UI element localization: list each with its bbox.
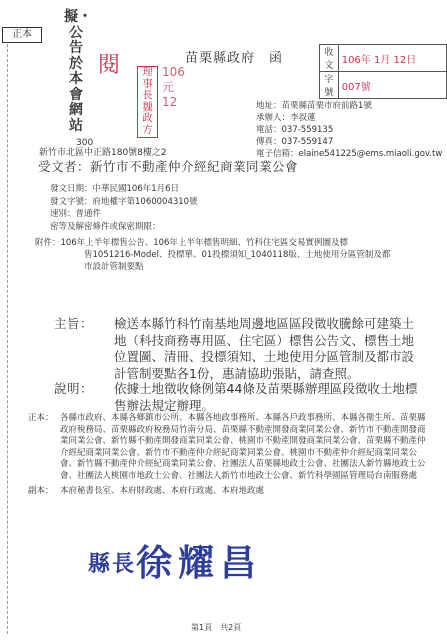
receipt-stamp xyxy=(319,44,447,99)
subject-section xyxy=(54,316,424,382)
distribution-section xyxy=(28,413,428,497)
cc-label: 副本： xyxy=(28,485,54,496)
signature-title: 縣長 xyxy=(88,551,137,577)
receipt-label: 收文 xyxy=(320,45,339,72)
contact-address: 地址：苗栗縣苗栗市府前路1號 xyxy=(256,101,372,111)
stamp-number: 300 xyxy=(76,138,94,148)
page-footer: 第1頁 共2頁 xyxy=(191,623,242,632)
document-title: 苗栗縣政府 函 xyxy=(185,51,284,66)
distribution-label: 正本： xyxy=(28,413,54,423)
cc-text: 本府秘書長室、本府財政處、本府行政處、本府地政處 xyxy=(60,485,265,496)
receipt-date: 106年 1月 12日 xyxy=(338,45,446,72)
issue-number: 發文字號：府地權字第1060004310號 xyxy=(50,196,198,207)
receipt-number: 007號 xyxy=(338,72,446,99)
issue-date: 發文日期：中華民國106年1月6日 xyxy=(50,184,180,194)
document-meta xyxy=(50,183,198,233)
handwritten-read-mark: 閱 xyxy=(98,53,121,78)
sender-address: 新竹市北區中正路180號8樓之2 xyxy=(39,148,167,158)
secrecy: 密等及解密條件或保密期限： xyxy=(50,221,161,232)
receipt-number-label: 字號 xyxy=(320,72,339,99)
handwritten-date: 106元12 xyxy=(162,65,185,109)
chairman-seal: 理事長魏政方 xyxy=(137,66,158,138)
speed: 速別：普通件 xyxy=(50,209,102,219)
explanation-text: 依據土地徵收條例第44條及苗栗縣辦理區段徵收土地標售辦法規定辦理。 xyxy=(114,381,418,413)
subject-label: 主旨： xyxy=(54,316,94,331)
signature-seal xyxy=(88,535,262,586)
association-stamp: 擬・公告於本會網站 xyxy=(64,9,92,134)
contact-handler: 承辦人：李叔蓮 xyxy=(256,113,316,123)
distribution-text: 各縣市政府、本縣各鄉鎮市公所、本縣各地政事務所、本縣各戶政事務所、本縣各衛生所、苗栗縣政府稅務局、苗栗縣政府稅務局竹南分局、苗栗縣不動產開發商業同業公會、新竹市不動產開發商業同業公會、新竹縣不動產開發商業同業公會、桃園市不動產開發商業同業公會、苗栗縣不動產仲介經紀商業同業公會、新竹市不動產仲介經紀商業同業公會、桃園市不動產仲介經紀商業同業公會、新竹縣不動產仲介經紀商業同業公會、社團法人苗栗縣地政士公會、社團法人新竹縣地政士公會、社團法人桃園市地政士公會、社團法人新竹市地政士公會、新竹科學園區管理局台南服務處 xyxy=(60,413,426,481)
contact-phone: 電話：037-559135 xyxy=(256,125,334,135)
attachment-line-3: 市設計管制要點 xyxy=(84,262,144,272)
recipient: 受文者：新竹市不動產仲介經紀商業同業公會 xyxy=(38,159,299,174)
attachment-line-1: 附件：106年上半年標售公告、106年上半年標售明細、竹科住宅區交易實例圖及標 xyxy=(35,238,348,248)
attachment-line-2: 售1051216-Model、投標單、01投標須知_1040118版、土地使用分區管制及都 xyxy=(84,250,391,260)
signature-name: 徐耀昌 xyxy=(136,542,263,584)
attachments xyxy=(35,237,415,273)
contact-fax: 傳真：037-559147 xyxy=(256,137,334,147)
contact-block xyxy=(256,100,442,160)
explanation-section xyxy=(54,381,424,414)
subject-text: 檢送本縣竹科竹南基地周邊地區區段徵收騰餘可建築土地（科技商務專用區、住宅區）標售公告文、標售土地位置圖、清冊、投標須知、土地使用分區管制及都市設計管制要點各1份，惠請協助張貼，請查照。 xyxy=(114,316,415,381)
binding-line xyxy=(7,44,9,634)
contact-email: 電子信箱：elaine541225@ems.miaoli.gov.tw xyxy=(256,149,443,159)
explanation-label: 說明： xyxy=(54,381,94,396)
copy-tag: 正本 xyxy=(2,27,42,43)
